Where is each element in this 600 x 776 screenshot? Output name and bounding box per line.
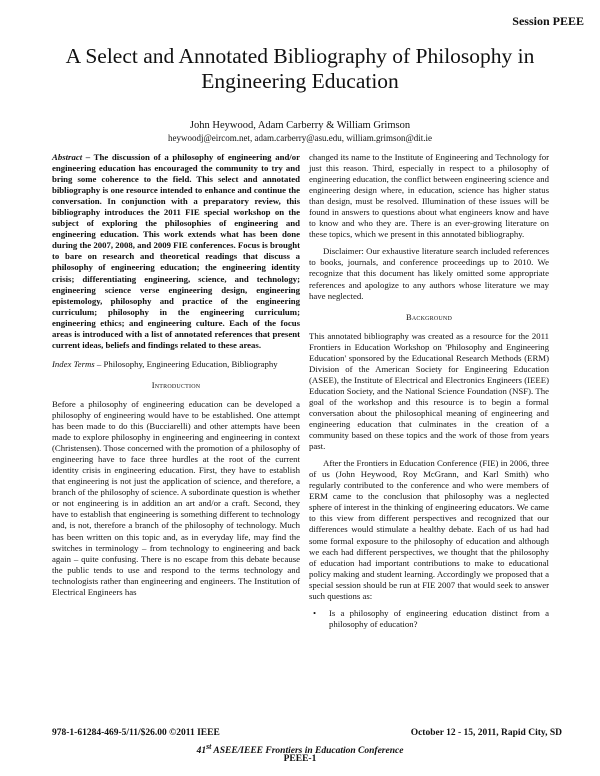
footer-date: October 12 - 15, 2011, Rapid City, SD (410, 728, 562, 738)
footer-isbn: 978-1-61284-469-5/11/$26.00 ©2011 IEEE (52, 728, 220, 738)
index-terms-text: – Philosophy, Engineering Education, Bibliography (94, 358, 278, 369)
author-emails: heywoodj@eircom.net, adam.carberry@asu.edu, william.grimson@dit.ie (167, 133, 433, 143)
background-paragraph-2: After the Frontiers in Education Conference (FIE) in 2006, three of us (John Heywood, Roy McGrann, and Karl Smith) who regularly contributed to the conference and who were members of ERM came to the conclusion that philosophy was a neglected sphere of interest in the thinking of engineering educators. We came to this view from different perspectives and recognized that our differences would stimulate a healthy debate. Each of us had had some formal exposure to the philosophy of education and although we each had different perspectives, we thought that the philosophy of education had important contributions to make to educational policy making and student learning. Accordingly we proposed that a special session should be run at FIE 2007 that would seek to answer such questions as: (309, 458, 549, 601)
bullet-icon: • (313, 607, 317, 618)
index-terms (52, 359, 300, 370)
abstract-lead: Abstract (52, 152, 83, 162)
right-column (309, 152, 549, 630)
paper-title: A Select and Annotated Bibliography of Philosophy in Engineering Education (65, 44, 535, 93)
disclaimer-paragraph: Disclaimer: Our exhaustive literature search included references to books, journals, and conference proceedings up to 2010. We recognize that this document has likely omitted some appropriate references and apologize to any authors whose literature we may have neglected. (309, 246, 549, 301)
left-column (52, 152, 300, 604)
background-heading: Background (405, 311, 452, 322)
authors: John Heywood, Adam Carberry & William Grimson (189, 120, 411, 131)
conf-superscript: st (206, 742, 212, 751)
session-label: Session PEEE (512, 14, 584, 28)
bullet-item (309, 608, 549, 630)
abstract-text: – The discussion of a philosophy of engineering and/or engineering education has encouraged the community to try and bring some coherence to the field. This select and annotated bibliography is one resource intended to enhance and continue the conversation. In conjunction with a preparatory review, this bibliography introduces the 2011 FIE special workshop on the subject of exploring the philosophies of engineering and engineering education. This work extends what has been done during the 2007, 2008, and 2009 FIE conferences. Focus is brought to bare on research and theoretical readings that discuss a philosophy of engineering education; the engineering identity crisis; differentiating engineering, science, and technology; engineering science verse engineering design, engineering epistemology, philosophy and practice of the engineering curriculum; philosophy in the engineering curriculum; engineering ethics; and engineering culture. Each of the focus areas is introduced with a list of annotated references that present current ideas, beliefs and findings related to these areas. (52, 152, 300, 350)
conf-number: 41 (196, 746, 207, 757)
index-terms-lead: Index Terms (52, 358, 95, 369)
introduction-heading: Introduction (151, 379, 201, 390)
conf-name: ASEE/IEEE Frontiers in Education Conference (211, 746, 404, 757)
introduction-text: Before a philosophy of engineering education can be developed a philosophy of engineering would have to be established. One attempt has been made to do this (Bucciarelli) and other attempts have been made to explore philosophy in engineering and engineering in context (Christensen). Those concerned with the promotion of a philosophy of engineering have to face three hurdles at the root of the current identity crisis in engineering education. First, they have to establish that engineering is not just the application of science, and therefore, a branch of the philosophy of science. A subordinate question is whether or not engineering is in addition an art and/or a craft. Second, they have to establish that engineering is something different to technology and, is not, therefore a branch of the philosophy of technology. Much has been written on this topic and, as in everyday life, may find the switches in terminology – from technology to engineering and back again – quite confusing. There is no escape from this debate because the public tends to use and respond to the terms technology and technologists rather than engineering and engineers. The Institution of Electrical Engineers has (52, 398, 300, 597)
background-paragraph-1: This annotated bibliography was created as a resource for the 2011 Frontiers in Education Workshop on 'Philosophy and Engineering Education' sponsored by the Educational Research Methods (ERM) Division of the American Society for Engineering Education (ASEE), the Institute of Electrical and Electronics Engineers (IEEE) Education Society, and the National Science Foundation (NSF). The goal of the workshop and this resource is to begin a formal conversation about the philosophical meaning of engineering and engineering education that culminates in the creation of a community based on these topics and the work of those from years past. (309, 330, 549, 452)
bullet-text: Is a philosophy of engineering education distinct from a philosophy of education? (329, 607, 549, 629)
abstract (52, 152, 300, 351)
right-paragraph-1: changed its name to the Institute of Engineering and Technology for just this reason. Third, especially in respect to a philosophy of engineering education, the conflict between engineering science and engineering design where, in education, science has higher status than design, must be resolved. Illumination of these issues will be found in answers to questions about what engineers know and have to know and who they are. There is an ever-growing literature on these topics, which we present in this annotated bibliography. (309, 152, 549, 240)
page-number: PEEE-1 (283, 754, 317, 764)
